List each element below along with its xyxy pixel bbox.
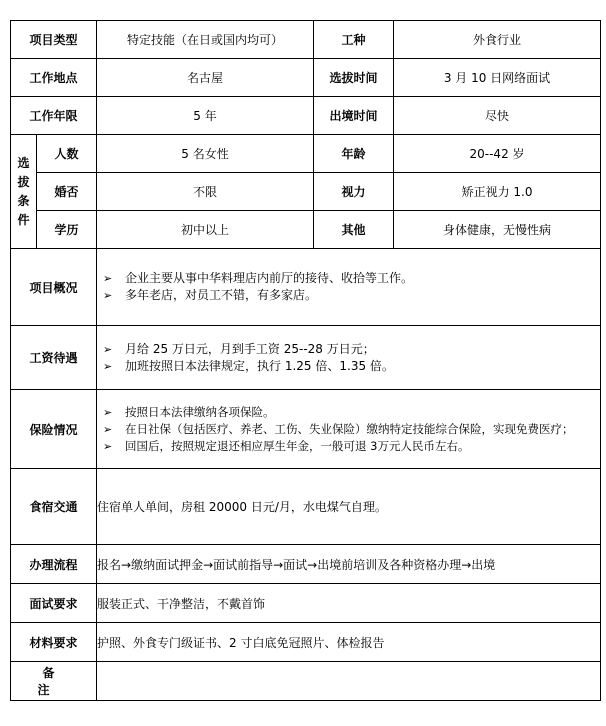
overview-label: 项目概况 bbox=[11, 249, 97, 326]
project-type-value: 特定技能（在日或国内均可） bbox=[97, 21, 314, 59]
marital-label: 婚否 bbox=[37, 173, 97, 211]
list-item bbox=[103, 438, 600, 455]
side-char: 条 bbox=[17, 193, 30, 208]
age-value: 20--42 岁 bbox=[394, 135, 601, 173]
marital-value: 不限 bbox=[97, 173, 314, 211]
side-char: 件 bbox=[17, 212, 30, 227]
row-work-years bbox=[11, 97, 601, 135]
salary-item: 月给 25 万日元，月到手工资 25--28 万日元； bbox=[125, 341, 375, 356]
departure-time-value: 尽快 bbox=[394, 97, 601, 135]
other-value: 身体健康，无慢性病 bbox=[394, 211, 601, 249]
row-accommodation bbox=[11, 469, 601, 545]
row-project-type bbox=[11, 21, 601, 59]
work-location-value: 名古屋 bbox=[97, 59, 314, 97]
row-interview bbox=[11, 584, 601, 623]
row-salary bbox=[11, 326, 601, 390]
departure-time-label: 出境时间 bbox=[314, 97, 394, 135]
job-category-label: 工种 bbox=[314, 21, 394, 59]
materials-label: 材料要求 bbox=[11, 623, 97, 662]
remarks-label bbox=[11, 662, 97, 701]
salary-content bbox=[97, 326, 601, 390]
list-item bbox=[103, 270, 600, 287]
row-education bbox=[11, 211, 601, 249]
insurance-label: 保险情况 bbox=[11, 390, 97, 469]
insurance-item: 在日社保（包括医疗、养老、工伤、失业保险）缴纳特定技能综合保险，实现免费医疗； bbox=[125, 421, 574, 436]
row-process bbox=[11, 545, 601, 584]
process-label: 办理流程 bbox=[11, 545, 97, 584]
row-overview bbox=[11, 249, 601, 326]
list-item bbox=[103, 287, 600, 304]
eyesight-value: 矫正视力 1.0 bbox=[394, 173, 601, 211]
materials-value: 护照、外食专门级证书、2 寸白底免冠照片、体检报告 bbox=[97, 623, 601, 662]
salary-item: 加班按照日本法律规定，执行 1.25 倍、1.35 倍。 bbox=[125, 358, 394, 373]
list-item bbox=[103, 421, 600, 438]
remarks-label-text: 备 注 bbox=[37, 666, 75, 697]
list-item bbox=[103, 358, 600, 375]
interview-label: 面试要求 bbox=[11, 584, 97, 623]
arrow-bullet-icon: ➢ bbox=[103, 342, 113, 356]
remarks-value bbox=[97, 662, 601, 701]
row-work-location bbox=[11, 59, 601, 97]
arrow-bullet-icon: ➢ bbox=[103, 289, 113, 302]
age-label: 年龄 bbox=[314, 135, 394, 173]
row-remarks bbox=[11, 662, 601, 701]
work-years-value: 5 年 bbox=[97, 97, 314, 135]
insurance-content bbox=[97, 390, 601, 469]
row-marital bbox=[11, 173, 601, 211]
selection-time-label: 选拔时间 bbox=[314, 59, 394, 97]
arrow-bullet-icon: ➢ bbox=[103, 405, 113, 419]
education-value: 初中以上 bbox=[97, 211, 314, 249]
overview-item: 多年老店，对员工不错，有多家店。 bbox=[125, 288, 318, 302]
list-item bbox=[103, 341, 600, 358]
headcount-value: 5 名女性 bbox=[97, 135, 314, 173]
arrow-bullet-icon: ➢ bbox=[103, 272, 113, 285]
overview-item: 企业主要从事中华料理店内前厅的接待、收拾等工作。 bbox=[125, 271, 414, 285]
row-materials bbox=[11, 623, 601, 662]
work-location-label: 工作地点 bbox=[11, 59, 97, 97]
headcount-label: 人数 bbox=[37, 135, 97, 173]
work-years-label: 工作年限 bbox=[11, 97, 97, 135]
salary-label: 工资待遇 bbox=[11, 326, 97, 390]
side-char: 选 bbox=[17, 155, 30, 170]
insurance-item: 回国后，按照规定退还相应厚生年金，一般可退 3万元人民币左右。 bbox=[125, 438, 470, 453]
selection-time-value: 3 月 10 日网络面试 bbox=[394, 59, 601, 97]
education-label: 学历 bbox=[37, 211, 97, 249]
job-info-table bbox=[10, 20, 601, 701]
arrow-bullet-icon: ➢ bbox=[103, 422, 113, 436]
process-value: 报名→缴纳面试押金→面试前指导→面试→出境前培训及各种资格办理→出境 bbox=[97, 545, 601, 584]
accommodation-label: 食宿交通 bbox=[11, 469, 97, 545]
row-number bbox=[11, 135, 601, 173]
row-insurance bbox=[11, 390, 601, 469]
other-label: 其他 bbox=[314, 211, 394, 249]
side-char: 拔 bbox=[17, 174, 30, 189]
eyesight-label: 视力 bbox=[314, 173, 394, 211]
insurance-item: 按照日本法律缴纳各项保险。 bbox=[125, 404, 275, 419]
project-type-label: 项目类型 bbox=[11, 21, 97, 59]
arrow-bullet-icon: ➢ bbox=[103, 359, 113, 373]
interview-value: 服装正式、干净整洁，不戴首饰 bbox=[97, 584, 601, 623]
arrow-bullet-icon: ➢ bbox=[103, 439, 113, 453]
overview-content bbox=[97, 249, 601, 326]
list-item bbox=[103, 404, 600, 421]
selection-criteria-label bbox=[11, 135, 37, 249]
job-category-value: 外食行业 bbox=[394, 21, 601, 59]
accommodation-value: 住宿单人单间，房租 20000 日元/月，水电煤气自理。 bbox=[97, 469, 601, 545]
